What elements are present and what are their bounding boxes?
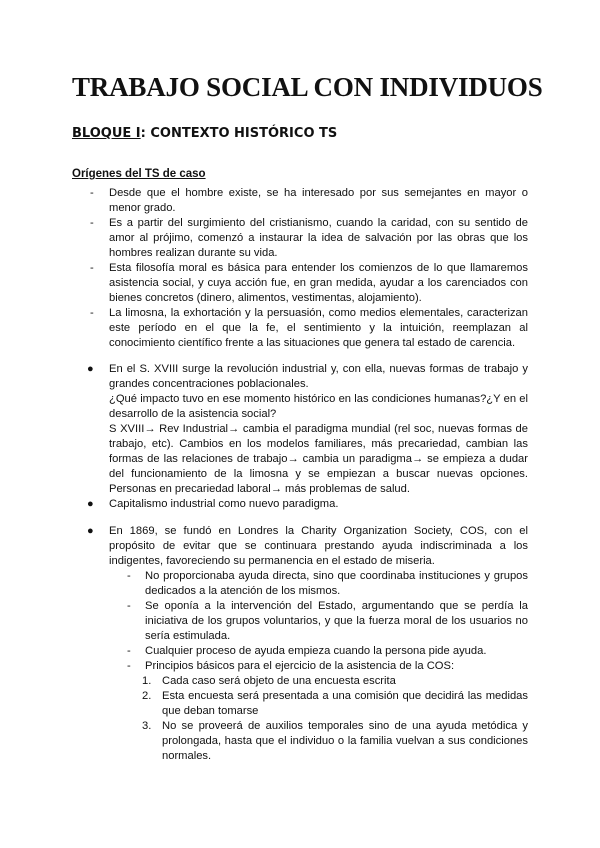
numbered-item xyxy=(72,719,528,764)
dash-item: - Esta filosofía moral es básica para entender los comienzos de lo que llamaremos asistencia social, y cuya acción fue, en gran medida, ayudar a los carenciados con bienes concretos (dinero, alimentos, vestimentas, alojamiento). xyxy=(72,261,528,306)
paragraph: Capitalismo industrial como nuevo paradigma. xyxy=(109,498,339,510)
paragraph: S XVIII→ Rev Industrial→ cambia el paradigma mundial (rel soc, nuevas formas de trabajo, etc). Cambios en los modelos familiares, más precariedad, cambian las formas de las relaciones de trabajo→ cambia un paradigma→ se empieza a dudar del funcionamiento de la limosna y se empiezan a buscar nuevas opciones. Personas en precariedad laboral→ más problemas de salud. xyxy=(109,423,528,495)
bloque-label: BLOQUE I xyxy=(72,126,141,141)
bullet-icon: ● xyxy=(87,498,94,510)
sub-item: - No proporcionaba ayuda directa, sino que coordinaba instituciones y grupos dedicados a la atención de los mismos. xyxy=(109,569,528,599)
sub-item: - Cualquier proceso de ayuda empieza cuando la persona pide ayuda. xyxy=(109,644,528,659)
bullet-item-capitalism xyxy=(72,497,528,512)
dash-item: - Desde que el hombre existe, se ha interesado por sus semejantes en mayor o menor grado. xyxy=(72,186,528,216)
bullet-block-cos xyxy=(72,524,528,764)
item-text: No se proveerá de auxilios temporales sino de una ayuda metódica y prolongada, hasta que el individuo o la familia vuelvan a sus condiciones normales. xyxy=(162,720,528,762)
bullet-item-industrial-revolution xyxy=(72,362,528,497)
cos-principles-list xyxy=(72,674,528,764)
paragraph: En 1869, se fundó en Londres la Charity Organization Society, COS, con el propósito de evitar que se continuara prestando ayuda indiscriminada a los indigentes, favoreciendo su permanencia en el estado de miseria. xyxy=(109,525,528,567)
sub-item: - Principios básicos para el ejercicio de la asistencia de la COS: xyxy=(109,659,528,674)
paragraph: ¿Qué impacto tuvo en ese momento histórico en las condiciones humanas?¿Y en el desarrollo de la asistencia social? xyxy=(109,393,528,420)
numbered-item xyxy=(72,689,528,719)
section-heading: Orígenes del TS de caso xyxy=(72,168,206,180)
item-number: 1. xyxy=(142,675,152,687)
bullet-block-industrial xyxy=(72,362,528,512)
dash-item: - La limosna, la exhortación y la persuasión, como medios elementales, caracterizan este período en el que la fe, el sentimiento y la intuición, reemplazan al conocimiento científico frente a las situaciones que genera tal estado de carencia. xyxy=(72,306,528,351)
bullet-icon: ● xyxy=(87,363,94,375)
origins-dash-list xyxy=(72,186,528,351)
bloque-heading xyxy=(72,126,337,141)
paragraph: En el S. XVIII surge la revolución industrial y, con ella, nuevas formas de trabajo y grandes concentraciones poblacionales. xyxy=(109,363,528,390)
dash-item: - Es a partir del surgimiento del cristianismo, cuando la caridad, con su sentido de amor al prójimo, comenzó a instaurar la idea de salvación por las obras que los hombres realizan durante su vida. xyxy=(72,216,528,261)
cos-sub-list xyxy=(72,569,528,674)
item-number: 3. xyxy=(142,720,152,732)
item-number: 2. xyxy=(142,690,152,702)
bullet-item-cos xyxy=(72,524,528,569)
document-title: TRABAJO SOCIAL CON INDIVIDUOS xyxy=(72,72,543,102)
numbered-item xyxy=(72,674,528,689)
sub-item: - Se oponía a la intervención del Estado, argumentando que se perdía la iniciativa de los grupos voluntarios, y que la fuerza moral de los usuarios no sería estimulada. xyxy=(109,599,528,644)
item-text: Esta encuesta será presentada a una comisión que decidirá las medidas que deban tomarse xyxy=(162,690,528,717)
bullet-icon: ● xyxy=(87,525,94,537)
item-text: Cada caso será objeto de una encuesta escrita xyxy=(162,675,396,687)
bloque-rest: : CONTEXTO HISTÓRICO TS xyxy=(140,126,338,141)
